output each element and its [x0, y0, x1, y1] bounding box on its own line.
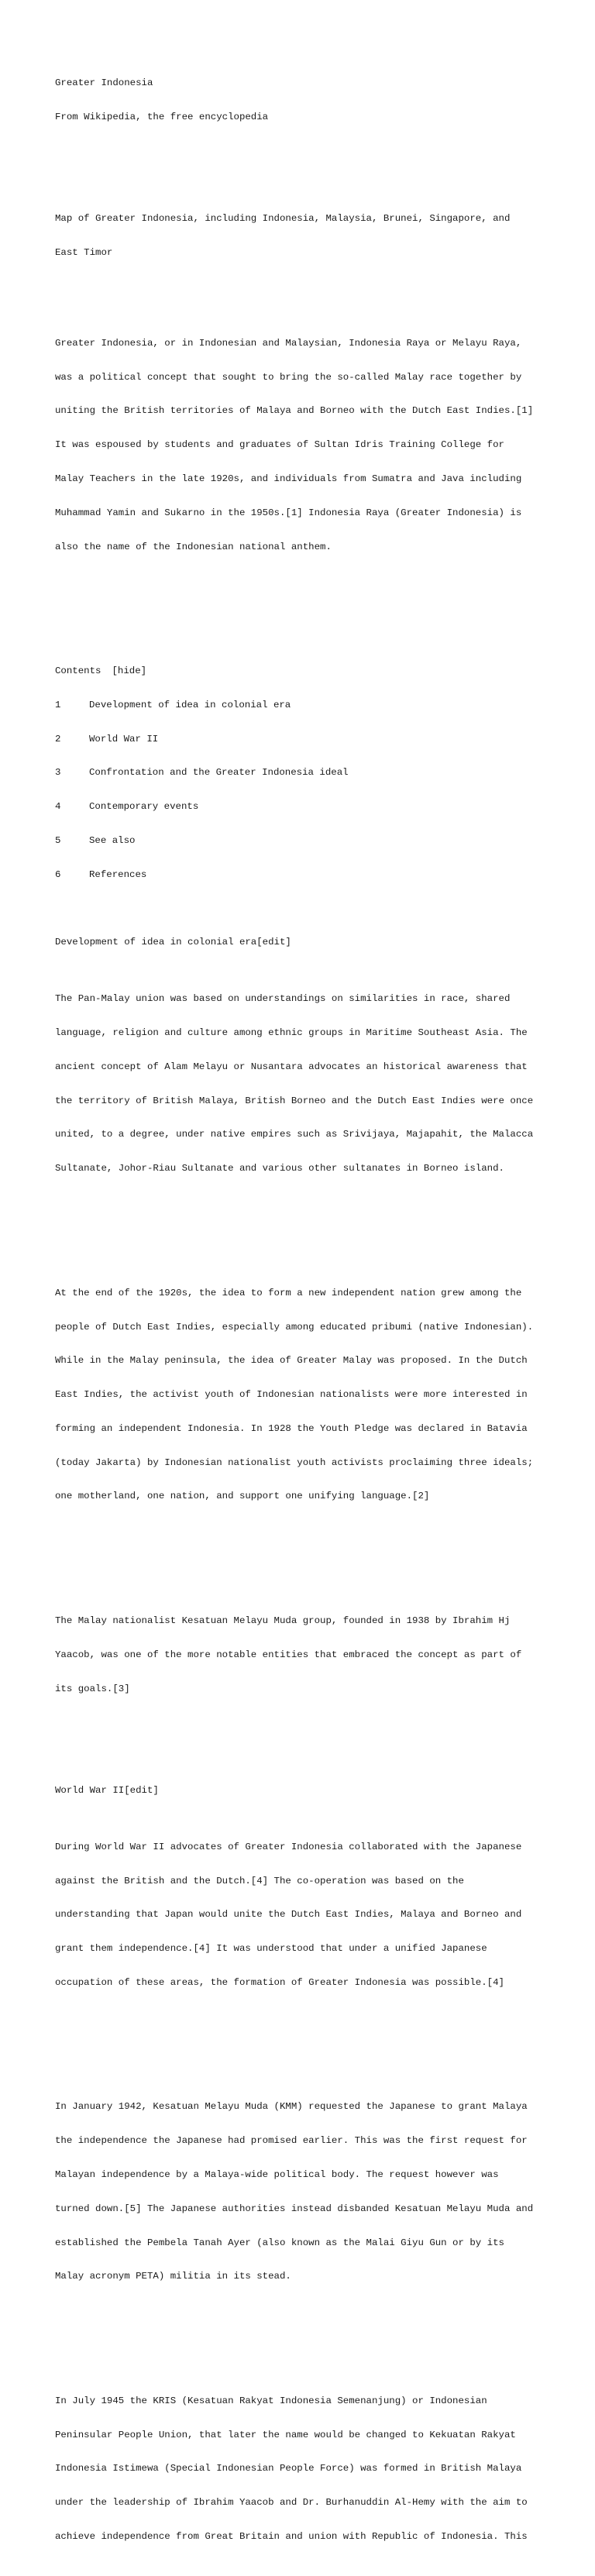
text-line: Greater Indonesia, or in Indonesian and Malaysian, Indonesia Raya or Melayu Raya,: [55, 337, 522, 349]
toc-number: 5: [55, 834, 61, 846]
intro-paragraph: [55, 315, 551, 576]
blank-line: [55, 1739, 551, 1751]
toc-link[interactable]: See also: [89, 834, 136, 846]
toc-link[interactable]: References: [89, 868, 147, 880]
toc-number: 6: [55, 868, 61, 880]
document-title: Greater Indonesia: [55, 77, 153, 89]
text-line: under the leadership of Ibrahim Yaacob and Dr. Burhanuddin Al-Hemy with the aim to: [55, 2497, 528, 2509]
text-line: occupation of these areas, the formation of Greater Indonesia was possible.[4]: [55, 1976, 504, 1988]
map-caption: [55, 191, 551, 281]
text-line: established the Pembela Tanah Ayer (also known as the Malai Giyu Gun or by its: [55, 2237, 504, 2248]
section1-paragraph3: [55, 1593, 551, 1718]
text-line: forming an independent Indonesia. In 1928 the Youth Pledge was declared in Batavia: [55, 1422, 528, 1434]
text-line: the territory of British Malaya, British Borneo and the Dutch East Indies were once: [55, 1095, 534, 1106]
blank-line: [55, 1547, 551, 1559]
section2-paragraph2: [55, 2079, 551, 2305]
section2-paragraph3: [55, 2373, 551, 2565]
text-line: While in the Malay peninsula, the idea of Greater Malay was proposed. In the Dutch: [55, 1355, 528, 1367]
text-line: uniting the British territories of Malaya and Borneo with the Dutch East Indies.[1]: [55, 405, 534, 417]
blank-line: [55, 2327, 551, 2339]
blank-line: [55, 598, 551, 610]
text-line: In January 1942, Kesatuan Melayu Muda (KMM) requested the Japanese to grant Malaya: [55, 2101, 528, 2113]
text-line: one motherland, one nation, and support one unifying language.[2]: [55, 1491, 430, 1502]
text-line: its goals.[3]: [55, 1683, 130, 1694]
text-line: East Indies, the activist youth of Indonesian nationalists were more interested in: [55, 1389, 528, 1401]
text-line: turned down.[5] The Japanese authorities instead disbanded Kesatuan Melayu Muda and: [55, 2203, 534, 2214]
blank-line: [55, 1219, 551, 1231]
text-line: Peninsular People Union, that later the name would be changed to Kekuatan Rakyat: [55, 2429, 516, 2440]
text-line: also the name of the Indonesian national anthem.: [55, 541, 332, 552]
text-line: achieve independence from Great Britain and union with Republic of Indonesia. This: [55, 2531, 528, 2543]
toc-item[interactable]: [55, 700, 551, 711]
toc-link[interactable]: Confrontation and the Greater Indonesia ideal: [89, 767, 349, 779]
toc-number: 1: [55, 699, 61, 710]
toc-number: 4: [55, 801, 61, 813]
text-line: Yaacob, was one of the more notable entities that embraced the concept as part of: [55, 1649, 522, 1660]
contents-hide-toggle[interactable]: [hide]: [112, 665, 147, 677]
text-line: language, religion and culture among ethnic groups in Maritime Southeast Asia. The: [55, 1027, 528, 1039]
caption-line: Map of Greater Indonesia, including Indonesia, Malaysia, Brunei, Singapore, and: [55, 213, 511, 225]
toc-link[interactable]: World War II: [89, 733, 159, 745]
toc-item[interactable]: [55, 734, 551, 745]
text-line: ancient concept of Alam Melayu or Nusantara advocates an historical awareness that: [55, 1061, 528, 1072]
text-line: Indonesia Istimewa (Special Indonesian People Force) was formed in British Malaya: [55, 2463, 522, 2475]
text-line: Malay acronym PETA) militia in its stead.: [55, 2271, 291, 2282]
text-line: The Malay nationalist Kesatuan Melayu Muda group, founded in 1938 by Ibrahim Hj: [55, 1615, 511, 1626]
text-line: During World War II advocates of Greater Indonesia collaborated with the Japanese: [55, 1841, 522, 1852]
text-line: against the British and the Dutch.[4] The co-operation was based on the: [55, 1875, 464, 1886]
blank-line: [55, 146, 551, 157]
contents-header: [55, 665, 551, 677]
toc-item[interactable]: [55, 869, 551, 881]
text-line: people of Dutch East Indies, especially among educated pribumi (native Indonesian).: [55, 1321, 534, 1333]
table-of-contents: [55, 643, 551, 903]
text-line: Malay Teachers in the late 1920s, and individuals from Sumatra and Java including: [55, 473, 522, 484]
section1-paragraph2: [55, 1265, 551, 1525]
text-line: grant them independence.[4] It was understood that under a unified Japanese: [55, 1943, 487, 1955]
text-line: understanding that Japan would unite the Dutch East Indies, Malaya and Borneo and: [55, 1909, 522, 1921]
section-heading: Development of idea in colonial era[edit]: [55, 937, 291, 948]
toc-item[interactable]: [55, 801, 551, 813]
toc-number: 3: [55, 767, 61, 779]
text-line: Malayan independence by a Malaya-wide political body. The request however was: [55, 2169, 499, 2181]
caption-line: East Timor: [55, 247, 113, 259]
text-line: united, to a degree, under native empires such as Srivijaya, Majapahit, the Malacca: [55, 1129, 534, 1140]
section2-paragraph1: [55, 1819, 551, 2011]
document-subtitle: From Wikipedia, the free encyclopedia: [55, 111, 269, 122]
text-line: In July 1945 the KRIS (Kesatuan Rakyat Indonesia Semenanjung) or Indonesian: [55, 2395, 487, 2406]
text-line: It was espoused by students and graduates of Sultan Idris Training College for: [55, 439, 504, 451]
text-line: was a political concept that sought to bring the so-called Malay race together by: [55, 371, 522, 383]
contents-label: Contents: [55, 665, 101, 677]
section1-paragraph1: [55, 971, 551, 1197]
toc-number: 2: [55, 733, 61, 745]
toc-item[interactable]: [55, 835, 551, 847]
blank-line: [55, 2034, 551, 2045]
section-heading: World War II[edit]: [55, 1784, 159, 1796]
text-line: The Pan-Malay union was based on understandings on similarities in race, shared: [55, 993, 511, 1005]
text-line: (today Jakarta) by Indonesian nationalist youth activists proclaiming three ideals;: [55, 1457, 534, 1468]
toc-link[interactable]: Contemporary events: [89, 801, 199, 813]
text-line: Muhammad Yamin and Sukarno in the 1950s.[1] Indonesia Raya (Greater Indonesia) is: [55, 507, 522, 518]
text-line: At the end of the 1920s, the idea to form a new independent nation grew among the: [55, 1287, 522, 1298]
text-line: the independence the Japanese had promised earlier. This was the first request for: [55, 2135, 528, 2147]
toc-link[interactable]: Development of idea in colonial era: [89, 699, 291, 710]
document-page: [55, 55, 551, 2576]
toc-item[interactable]: [55, 767, 551, 779]
text-line: Sultanate, Johor-Riau Sultanate and various other sultanates in Borneo island.: [55, 1163, 504, 1175]
